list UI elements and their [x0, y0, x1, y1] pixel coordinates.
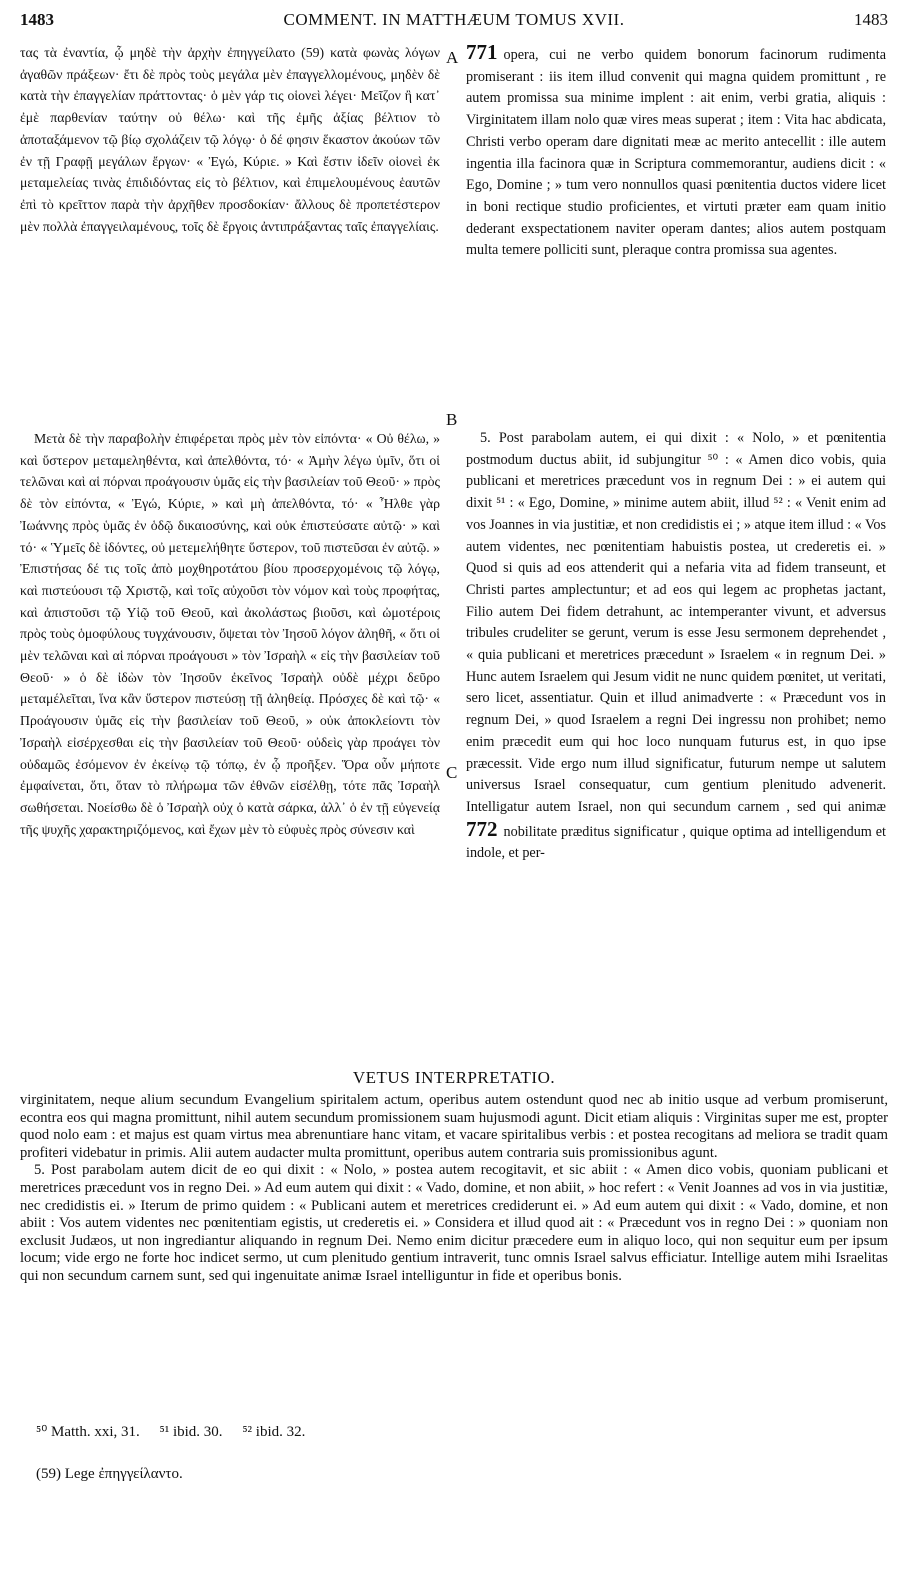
latin-text-1: opera, cui ne verbo quidem bonorum facinorum rudimenta promiserant : iis item illud convenit qui magna quidem promittunt , re autem promissa sua minime implent : ait enim, verbi gratia, aliquis : Virginitatem illam nolo quæ vires meas superat ; item : Vita hac abdicata, Christi verbo operam dare dignitati meæ ac merito antecellit : ille autem ingentia illa facinora quæ in Scriptura commemorantur, audiens dicit : « Ego, Domine ; » tum vero nonnullos quasi pœnitentia ductos videre licet in boni rectique studio proficientes, et virtuti præter eam quam initio dederant exspectationem naviter operam dantes; alios autem postquam multa temere polliciti sunt, pleraque contra promissa sua agentes.	[466, 47, 886, 259]
column-number-771: 771	[466, 40, 498, 64]
vetus-paragraph-2: 5. Post parabolam autem dicit de eo qui dixit : « Nolo, » postea autem recogitavit, et sic abiit : « Amen dico vobis, quoniam publicani et meretrices præcedunt vos in regno Dei. » Ad eum autem qui dixit : « Vado, domine, et non abiit, » hoc refert : « Venit Joannes ad vos in via justitiæ, nec credidistis ei. » Iterum de primo quidem : « Publicani autem et meretrices crediderunt ei. » Ad eum autem qui dixit : « Vado, domine, et non abiit : Vos autem videntes nec pœnitentiam egistis, ut crederetis ei. » Considera et illud quod ait : « Præcedunt vos in regno Dei : » quoniam non exclusit Judæos, ut non ingrediantur aliquando in regnum Dei. Nemo enim dicitur præcedere eum in aliquo loco, qui non sequitur eum per ipsum locum; vide ergo ne forte hoc indicet sermo, ut cum plenitudo gentium intraverit, tunc omnis Israel salvus efficiatur. Intellige autem mihi Israelitas qui non secundum carnem sunt, sed qui ingenuitate animæ Israel intelliguntur in fide et operibus bonis.	[20, 1162, 888, 1284]
section-title-vetus-interpretatio: VETUS INTERPRETATIO.	[352, 1068, 556, 1087]
page-number-right: 1483	[854, 10, 888, 29]
margin-marker-b: B	[446, 410, 458, 429]
greek-column-paragraph-1	[20, 42, 440, 237]
latin-column-paragraph-1	[466, 42, 886, 262]
margin-marker-c: C	[446, 763, 458, 782]
greek-text-2: Μετὰ δὲ τὴν παραβολὴν ἐπιφέρεται πρὸς μὲν τὸν εἰπόντα· « Οὐ θέλω, » καὶ ὕστερον μεταμεληθέντα, καὶ ἀπελθόντα, τό· « Ἀμὴν λέγω ὑμῖν, ὅτι οἱ τελῶναι καὶ αἱ πόρναι προάγουσιν ὑμᾶς εἰς τὴν βασιλείαν τοῦ Θεοῦ· » πρὸς δὲ τὸν εἰπόντα, « Ἐγώ, Κύριε, » καὶ μὴ ἀπελθόντα, τό· « Ἦλθε γὰρ Ἰωάννης πρὸς ὑμᾶς ἐν ὁδῷ δικαιοσύνης, καὶ οὐκ ἐπιστεύσατε αὐτῷ· » καὶ τό· « Ὑμεῖς δὲ ἰδόντες, οὐ μετεμελήθητε ὕστερον, τοῦ πιστεῦσαι ἐν αὐτῷ. » Ἐπιστήσας δέ τις τοῖς ἀπὸ μοχθηροτάτου βίου προσερχομένοις τῷ λόγῳ, καὶ πιστεύουσι τῷ Χριστῷ, καὶ τοῖς αὐχοῦσι τὸν νόμον καὶ τοὺς προφήτας, καὶ ἀπιστοῦσι τῷ Υἱῷ τοῦ Θεοῦ, καὶ ἀκολάστως βιοῦσι, καὶ ὠμοτέροις πρὸς τοὺς ὁμοφύλους τυγχάνουσιν, ὄψεται τὸν Ἰησοῦ λόγον ἀληθῆ, « ὅτι οἱ μὲν τελῶναι καὶ αἱ πόρναι προάγουσι » τὸν Ἰσραὴλ « εἰς τὴν βασιλείαν τοῦ Θεοῦ· » ὁ δὲ ἰδὼν τὸν Ἰησοῦν ἐκεῖνος Ἰσραὴλ οὐδὲ μέχρι δεῦρο μεταμέλεῖται, ἵνα κἂν ὕστερον πιστεύσῃ τῇ ἀληθείᾳ. Πρόσχες δὲ καὶ τῷ· « Προάγουσιν ὑμᾶς εἰς τὴν βασιλείαν τοῦ Θεοῦ, » οὐκ ἀποκλείοντι τὸν Ἰσραὴλ εἰσέρχεσθαι εἰς τὴν βασιλείαν τοῦ Θεοῦ· οὐδεὶς γὰρ προάγει τὸν οὐδαμῶς ἐσόμενον ἐν ἐκείνῳ τῷ τόπῳ, ἐν ᾧ προῆξεν. Ὅρα οὖν μήποτε ἐμφαίνεται, ὅτι, ὅταν τὸ πλήρωμα τῶν ἐθνῶν εἰσέλθῃ, τότε πᾶς Ἰσραὴλ σωθήσεται. Νοείσθω δὲ ὁ Ἰσραὴλ οὐχ ὁ κατὰ σάρκα, ἀλλ᾽ ὁ ἐν τῇ εὐγενείᾳ τῆς ψυχῆς χαρακτηριζόμενος, καὶ ἔχων μὲν τὸ εὐφυὲς πρὸς σύνεσιν καὶ	[20, 431, 440, 837]
page-number-left: 1483	[20, 10, 54, 29]
vetus-paragraph-1: virginitatem, neque alium secundum Evangelium spiritalem actum, operibus autem ostendunt quod nec ab initio usque ad verbum promiserunt, econtra eos qui magna promittunt, nihil autem secundum promissionem suam hujusmodi agunt. Dicit etiam aliquis : Virginitas super me est, propter quod nolo eam : et majus est quam virtus mea abrenuntiare hanc vitam, et vacare spiritalibus verbis : et postea recogitans ad meliora se tradit quam profiteri videbatur in primis. Alii autem audacter multa promittunt, operibus autem contraria suis promissionibus agunt.	[20, 1092, 888, 1161]
latin-text-2a: 5. Post parabolam autem, ei qui dixit : « Nolo, » et pœnitentia postmodum ductus abiit, id subjungitur ⁵⁰ : « Amen dico vobis, quia publicani et meretrices præcedunt vos in regnum Dei : » ei autem qui dixit ⁵¹ : « Ego, Domine, » minime autem abiit, illud ⁵² : « Venit enim ad vos Joannes in via justitiæ, et non credidistis ei ; » atque item illud : « Vos autem videntes, nec pœnitentiam habuistis postea, ut crederetis ei. » Quod si quis ad eos attenderit qui a nefaria vita ad fidem transeunt, et Christi partes amplectuntur; et ad eos qui legem ac prophetas jactant, Filio autem Dei fidem detrahunt, ac intemperanter vivunt, et adversus tribules crudeliter se gerunt, verum is esse Jesu sermonem deprehendet , « quia publicani et meretrices præcedunt » Israelem « in regnum Dei. » Hunc autem Israelem qui Jesum vidit ne nunc quidem pœnitet, ut veritati, sero licet, assentiatur. Quin et illud animadverte : « Præcedunt vos in regnum Dei, » quod Israelem a regni Dei ingressu non prohibet; nemo enim præcedit eum qui hoc loco nunquam futurus est, in quo ipse præcessit. Vide ergo num illud significatur, futurum nempe ut salutem universus Israel consequatur, cum gentium plenitudo advenerit. Intelligatur autem Israel, non qui secundum carnem , sed qui animæ	[466, 430, 886, 815]
footnote-50: ⁵⁰ Matth. xxi, 31.	[36, 1424, 140, 1440]
page-header	[20, 10, 888, 34]
footnote-52: ⁵² ibid. 32.	[242, 1424, 306, 1440]
greek-text-1: τας τὰ ἐναντία, ᾧ μηδὲ τὴν ἀρχὴν ἐπηγγείλατο (59) κατὰ φωνὰς λόγων ἀγαθῶν πράξεων· ἔτι δὲ πρὸς τοὺς μεγάλα μὲν ἐπαγγελλομένους, μηδὲν δὲ κατὰ τὴν ἐπαγγελίαν πράττοντας· ὁ μὲν γάρ τις οἱονεὶ λέγει· Μεῖζον ἢ κατ᾽ ἐμὲ παρθενίαν ταύτην οὐ θέλω· καὶ τῆς ἐμῆς ἀξίας βέλτιον τὸ ἀποταξάμενον τῷ βίῳ σχολάζειν τῷ λόγῳ· ὁ δέ φησιν ἕκαστον ἀκούων τῶν ἐν τῇ Γραφῇ μεγάλων ἔργων· « Ἐγώ, Κύριε. » Καὶ ἔστιν ἰδεῖν οἱονεὶ ἐκ μεταμελείας τινὰς ἐπιδιδόντας εἰς τὸ βέλτιον, καὶ ἐπιμελουμένους ἑαυτῶν ἐπὶ τὸ κρεῖττον παρὰ τὴν ἀρχῆθεν προσδοκίαν· ἄλλους δὲ προπετέστερον μὲν πολλὰ ἐπαγγειλαμένους, τοῖς δὲ ἔργοις ἀντιπράξαντας ταῖς ἐπαγγελίαις.	[20, 45, 440, 234]
footnote-51: ⁵¹ ibid. 30.	[159, 1424, 223, 1440]
latin-text-2b: nobilitate præditus significatur , quique optima ad intelligendum et indole, et per-	[466, 823, 886, 862]
running-title: COMMENT. IN MATTHÆUM TOMUS XVII.	[283, 10, 625, 29]
latin-column-paragraph-2	[466, 428, 886, 865]
margin-marker-a: A	[446, 48, 459, 67]
vetus-interpretatio-text	[20, 1092, 888, 1286]
column-number-772: 772	[466, 816, 498, 841]
greek-column-paragraph-2	[20, 428, 440, 840]
footnote-59: (59) Lege ἐπηγγείλαντο.	[36, 1466, 183, 1482]
scripture-references	[36, 1422, 321, 1441]
